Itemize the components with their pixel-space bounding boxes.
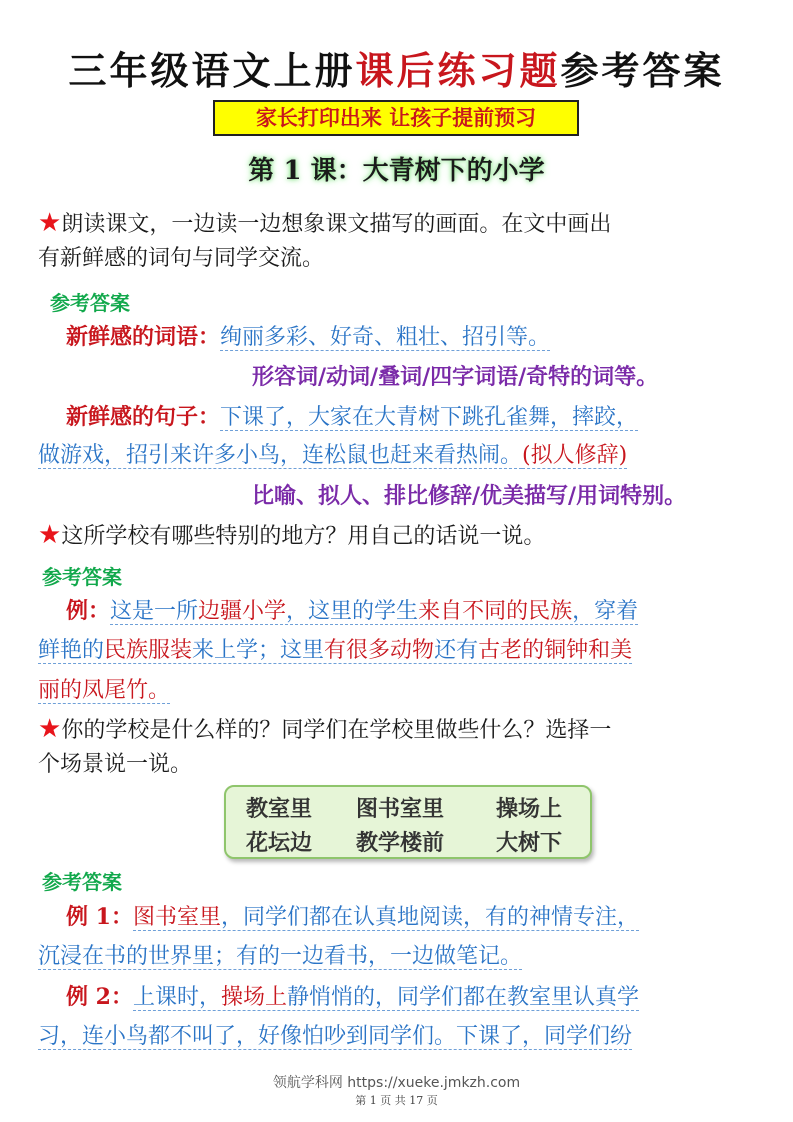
words-text: 绚丽多彩、好奇、粗壮、招引等。: [220, 325, 551, 350]
answer-2-segment: 来自不同的民族: [418, 599, 573, 624]
sentence-line-1: 下课了，大家在大青树下跳孔雀舞，摔跤，: [220, 405, 639, 430]
lesson-title: 第 1 课：大青树下的小学: [248, 156, 545, 186]
answer-3-segment: 静悄悄的，同学们都在教室里认真学: [287, 985, 640, 1010]
question-3: [38, 712, 758, 782]
sentence-label: 新鲜感的句子：: [66, 404, 221, 430]
scene-options-box: [224, 785, 592, 859]
question-1: [38, 206, 758, 276]
scene-option: 大树下: [496, 830, 563, 856]
sentence-line-2: 做游戏，招引来许多小鸟，连松鼠也赶来看热闹。: [38, 443, 523, 468]
answer-1-sentence: [66, 400, 638, 435]
answer-3-example-1-line-1: [66, 900, 639, 935]
answer-3-segment: 上课时，: [132, 985, 221, 1010]
answer-2-segment: ，这里的学生: [286, 599, 419, 624]
question-2-text: 这所学校有哪些特别的地方？用自己的话说一说。: [61, 524, 546, 549]
example-1-label: 例 1：: [66, 904, 133, 930]
answer-1-sentence-2: [38, 439, 627, 473]
star-icon: ★: [38, 208, 62, 238]
answer-label-3: 参考答案: [42, 870, 122, 894]
example-2-label: 例 2：: [66, 984, 133, 1010]
answer-2-segment: 来上学；这里: [192, 638, 325, 663]
answer-3-example-1-line-2: [38, 940, 522, 974]
answer-3-segment: 习，连小鸟都不叫了，好像怕吵到同学们。下课了，同学们纷: [38, 1024, 633, 1049]
scene-option: 花坛边: [246, 830, 313, 856]
scene-option: 图书室里: [356, 796, 445, 822]
answer-2-segment: 丽的凤尾竹。: [38, 678, 171, 703]
answer-3-segment: 沉浸在书的世界里；有的一边看书，一边做笔记。: [38, 944, 523, 969]
question-3-line-2: 个场景说一说。: [38, 752, 193, 777]
answer-2-segment: 还有: [434, 638, 479, 663]
example-label: 例：: [66, 598, 111, 624]
question-1-line-1: 朗读课文，一边读一边想象课文描写的画面。在文中画出: [61, 212, 612, 237]
question-3-line-1: 你的学校是什么样的？同学们在学校里做些什么？选择一: [61, 718, 612, 743]
words-label: 新鲜感的词语：: [66, 324, 221, 350]
question-1-line-2: 有新鲜感的词句与同学交流。: [38, 246, 325, 271]
star-icon: ★: [38, 714, 62, 744]
page-title: [0, 40, 793, 95]
scene-option: 操场上: [496, 796, 563, 822]
title-highlight: 课后练习题: [355, 49, 561, 93]
answer-1-words-note: 形容词/动词/叠词/四字词语/奇特的词等。: [252, 364, 659, 390]
question-2: [38, 518, 758, 554]
answer-2-segment: ，穿着: [572, 599, 639, 624]
answer-3-segment: 图书室里: [132, 905, 221, 930]
answer-3-example-2-line-2: [38, 1020, 632, 1054]
answer-2-segment: 这是一所: [110, 599, 199, 624]
answer-3-example-2-line-1: [66, 980, 639, 1015]
scene-option: 教学楼前: [356, 830, 445, 856]
answer-3-segment: 操场上: [220, 985, 287, 1010]
answer-2-line-2: [38, 634, 632, 668]
answer-2-segment: 有很多动物: [324, 638, 435, 663]
footer-site: 领航学科网 https://xueke.jmkzh.com: [272, 1075, 521, 1091]
answer-1-words: [66, 320, 550, 355]
title-part-1: 三年级语文上册: [68, 49, 356, 93]
answer-2-line-1: [66, 594, 638, 629]
answer-2-segment: 民族服装: [104, 638, 193, 663]
answer-3-segment: ，同学们都在认真地阅读，有的神情专注，: [220, 905, 639, 930]
print-banner: 家长打印出来 让孩子提前预习: [213, 100, 579, 136]
answer-2-segment: 边疆小学: [198, 599, 287, 624]
answer-label-1: 参考答案: [50, 291, 130, 315]
rhetoric-note: (拟人修辞): [522, 443, 628, 468]
answer-2-segment: 古老的铜钟和美: [478, 638, 633, 663]
answer-2-segment: 鲜艳的: [38, 638, 105, 663]
scene-option: 教室里: [246, 796, 313, 822]
answer-1-sentence-note: 比喻、拟人、排比修辞/优美描写/用词特别。: [252, 483, 687, 509]
title-part-3: 参考答案: [560, 49, 725, 93]
star-icon: ★: [38, 520, 62, 550]
footer-page-number: 第 1 页 共 17 页: [355, 1094, 438, 1107]
answer-label-2: 参考答案: [42, 565, 122, 589]
answer-2-line-3: [38, 674, 170, 708]
